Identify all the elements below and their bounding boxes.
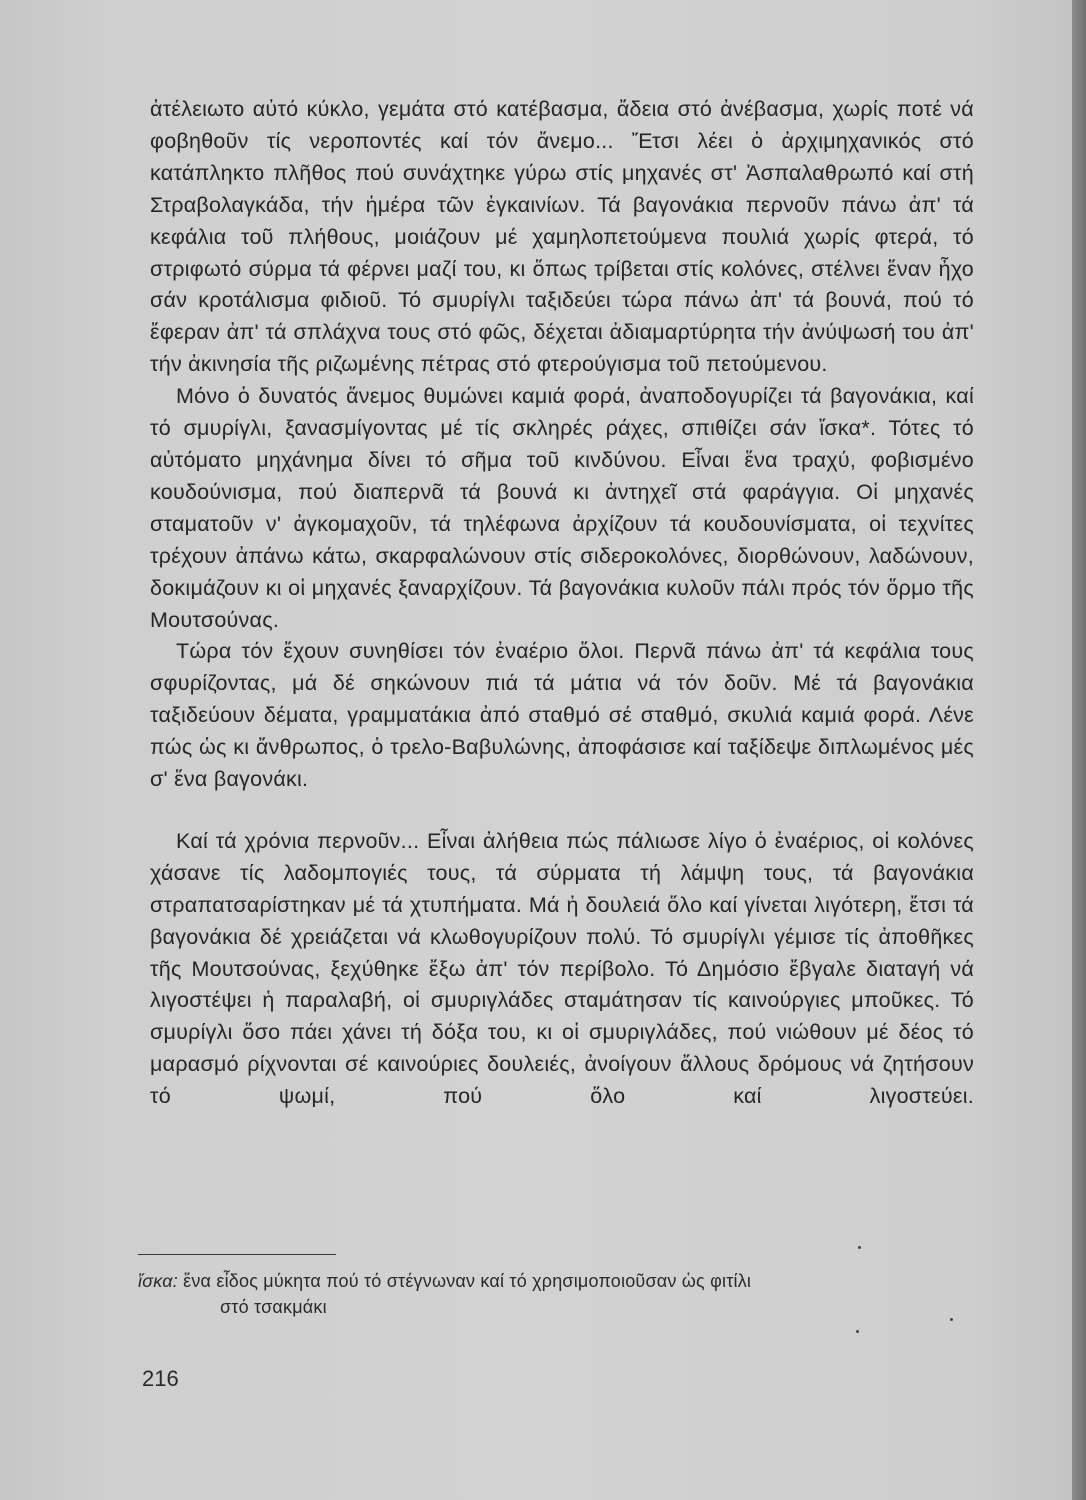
scan-speck xyxy=(858,1246,861,1249)
footnote-continuation: στό τσακμάκι xyxy=(220,1297,327,1317)
paragraph-2: Μόνο ὁ δυνατός ἄνεμος θυμώνει καμιά φορά, ἀναποδογυρίζει τά βαγονάκια, καί τό σμυρίγλι, ξανασμίγοντας μέ τίς σκληρές ράχες, σπιθίζει σάν ἴσκα*. Τότες τό αὐτόματο μηχάνημα δίνει τό σῆμα τοῦ κινδύνου. Εἶναι ἕνα τραχύ, φοβισμένο κουδούνισμα, πού διαπερνᾶ τά βουνά κι ἀντηχεῖ στά φαράγγια. Οἱ μηχανές σταματοῦν ν' ἀγκομαχοῦν, τά τηλέφωνα ἀρχίζουν τά κουδουνίσματα, οἱ τεχνίτες τρέχουν ἀπάνω κάτω, σκαρφαλώνουν στίς σιδεροκολόνες, διορθώνουν, λαδώνουν, δοκιμάζουν κι οἱ μηχανές ξαναρχίζουν. Τά βαγονάκια κυλοῦν πάλι πρός τόν ὅρμο τῆς Μουτσούνας. xyxy=(150,384,974,632)
scan-speck xyxy=(950,1318,953,1321)
paragraph-1: ἀτέλειωτο αὐτό κύκλο, γεμάτα στό κατέβασμα, ἄδεια στό ἀνέβασμα, χωρίς ποτέ νά φοβηθοῦν τίς νεροποντές καί τόν ἄνεμο... Ἔτσι λέει ὁ ἀρχιμηχανικός στό κατάπληκτο πλῆθος πού συνάχτηκε γύρω στίς μηχανές στ' Ἀσπαλαθρωπό καί στή Στραβολαγκάδα, τήν ἡμέρα τῶν ἐγκαινίων. Τά βαγονάκια περνοῦν πάνω ἀπ' τά κεφάλια τοῦ πλήθους, μοιάζουν μέ χαμηλοπετούμενα πουλιά χωρίς φτερά, τό στριφωτό σύρμα τά φέρνει μαζί του, κι ὅπως τρίβεται στίς κολόνες, στέλνει ἕναν ἦχο σάν κροτάλισμα φιδιοῦ. Τό σμυρίγλι ταξιδεύει τώρα πάνω ἀπ' τά βουνά, πού τό ἔφεραν ἀπ' τά σπλάχνα τους στό φῶς, δέχεται ἀδιαμαρτύρητα τήν ἀνύψωσή του ἀπ' τήν ἀκινησία τῆς ριζωμένης πέτρας στό φτερούγισμα τοῦ πετούμενου. xyxy=(150,97,974,377)
footnote-term: ἴσκα: xyxy=(138,1271,178,1291)
scan-speck xyxy=(856,1330,859,1333)
paragraph-3: Τώρα τόν ἔχουν συνηθίσει τόν ἐναέριο ὅλοι. Περνᾶ πάνω ἀπ' τά κεφάλια τους σφυρίζοντας, μά δέ σηκώνουν πιά τά μάτια νά τόν δοῦν. Μέ τά βαγονάκια ταξιδεύουν δέματα, γραμματάκια ἀπό σταθμό σέ σταθμό, σκυλιά καμιά φορά. Λένε πώς ὡς κι ἄνθρωπος, ὁ τρελο-Βαβυλώνης, ἀποφάσισε καί ταξίδεψε διπλωμένος μές σ' ἕνα βαγονάκι. xyxy=(150,639,974,792)
body-text xyxy=(150,94,974,1113)
footnote xyxy=(138,1268,958,1320)
page-number: 216 xyxy=(142,1366,179,1391)
page-edge-shadow xyxy=(1072,0,1086,1500)
paragraph-4: Καί τά χρόνια περνοῦν... Εἶναι ἀλήθεια πώς πάλιωσε λίγο ὁ ἐναέριος, οἱ κολόνες χάσανε τίς λαδομπογιές τους, τά σύρματα τή λάμψη τους, τά βαγονάκια στραπατσαρίστηκαν μέ τά χτυπήματα. Μά ἡ δουλειά ὅλο καί γίνεται λιγότερη, ἔτσι τά βαγονάκια δέ χρειάζεται νά κλωθογυρίζουν πολύ. Τό σμυρίγλι γέμισε τίς ἀποθῆκες τῆς Μουτσούνας, ξεχύθηκε ἔξω ἀπ' τόν περίβολο. Τό Δημόσιο ἔβγαλε διαταγή νά λιγοστέψει ἡ παραλαβή, οἱ σμυριγλάδες σταμάτησαν τίς καινούργιες μποῦκες. Τό σμυρίγλι ὅσο πάει χάνει τή δόξα του, κι οἱ σμυριγλάδες, πού νιώθουν μέ δέος τό μαρασμό ρίχνονται σέ καινούριες δουλειές, ἀνοίγουν ἄλλους δρόμους νά ζητήσουν τό ψωμί, πού ὅλο καί λιγοστεύει. xyxy=(150,828,974,1109)
footnote-divider xyxy=(138,1254,336,1255)
footnote-definition: ἕνα εἶδος μύκητα πού τό στέγνωναν καί τό χρησιμοποιοῦσαν ὡς φιτίλι xyxy=(183,1271,752,1291)
